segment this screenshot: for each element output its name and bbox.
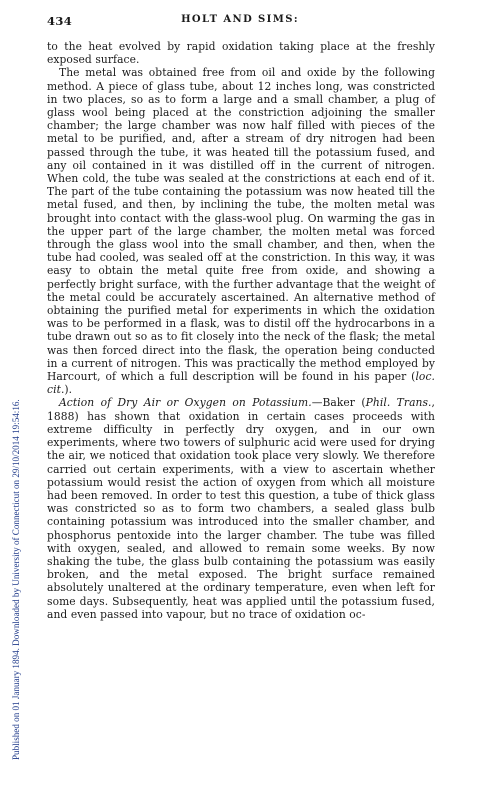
section-heading: Action of Dry Air or Oxygen on Potassium. (59, 396, 312, 410)
article-body (47, 40, 435, 621)
paragraph-dry-air (47, 396, 435, 620)
citation-loc-cit: loc. cit. (47, 370, 435, 397)
citation-journal: Phil. Trans. (365, 396, 432, 410)
download-notice: Published on 01 January 1894. Downloaded by University of Connecticut on 29/10/2014 19:54:16. (11, 399, 21, 760)
paragraph-method (47, 66, 435, 396)
page-number: 434 (47, 14, 73, 28)
paragraph-dry-air-lead: —Baker ( (311, 396, 366, 410)
paragraph-method-end: ). (64, 383, 73, 397)
running-head: HOLT AND SIMS: (181, 14, 299, 25)
paragraph-dry-air-text: , 1888) has shown that oxidation in certain cases proceeds with extreme difficulty in perfectly dry oxygen, and in our own experiments, where two towers of sulphuric acid were used for drying the air, we noticed that oxidation took place very slowly. We therefore carried out certain experiments, with a view to ascertain whether potassium would resist the action of oxygen from which all moisture had been removed. In order to test this question, a tube of thick glass was constricted so as to form two chambers, a sealed glass bulb containing potassium was introduced into the smaller chamber, and phosphorus pentoxide into the larger chamber. The tube was filled with oxygen, sealed, and allowed to remain some weeks. By now shaking the tube, the glass bulb containing the potassium was easily broken, and the metal exposed. The bright surface remained absolutely unaltered at the ordinary temperature, even when left for some days. Subsequently, heat was applied until the potassium fused, and even passed into vapour, but no trace of oxidation oc- (47, 396, 436, 621)
paragraph-method-text: The metal was obtained free from oil and oxide by the following method. A piece of glass tube, about 12 inches long, was constricted in two places, so as to form a large and a small chamber, a plug of glass wool being placed at the constriction adjoining the smaller chamber; the large chamber was now half filled with pieces of the metal to be purified, and, after a stream of dry nitrogen had been passed through the tube, it was heated till the potassium fused, and any oil contained in it was distilled off in the current of nitrogen. When cold, the tube was sealed at the constrictions at each end of it. The part of the tube containing the potassium was now heated till the metal fused, and then, by inclining the tube, the molten metal was brought into contact with the glass-wool plug. On warming the gas in the upper part of the large chamber, the molten metal was forced through the glass wool into the small chamber, and then, when the tube had cooled, was sealed off at the constriction. In this way, it was easy to obtain the metal quite free from oxide, and showing a perfectly bright surface, with the further advantage that the weight of the metal could be accurately ascertained. An alternative method of obtaining the purified metal for experiments in which the oxidation was to be performed in a flask, was to distil off the hydrocarbons in a tube drawn out so as to fit closely into the neck of the flask; the metal was then forced direct into the flask, the operation being conducted in a current of nitrogen. This was practically the method employed by Harcourt, of which a full description will be found in his paper ( (47, 66, 435, 384)
paragraph-continuation: to the heat evolved by rapid oxidation taking place at the freshly exposed surface. (47, 40, 435, 67)
